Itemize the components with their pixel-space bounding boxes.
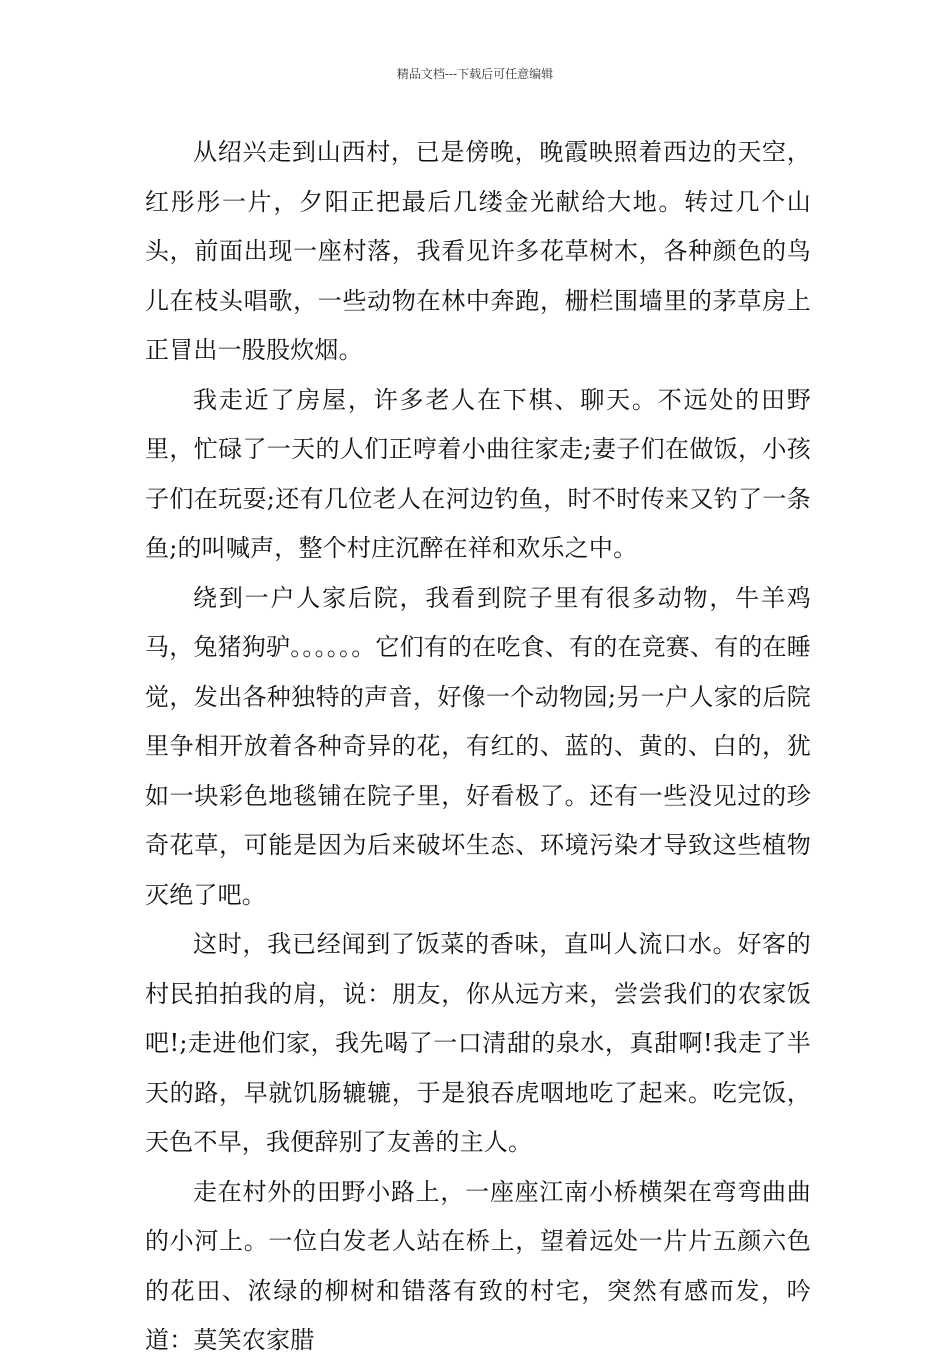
paragraph-1: 从绍兴走到山西村，已是傍晚，晚霞映照着西边的天空，红彤彤一片，夕阳正把最后几缕金光献给大地。转过几个山头，前面出现一座村落，我看见许多花草树木，各种颜色的鸟儿在枝头唱歌，一些动物在林中奔跑，栅栏围墙里的茅草房上正冒出一股股炊烟。 [145,138,811,364]
paragraph-4: 这时，我已经闻到了饭菜的香味，直叫人流口水。好客的村民拍拍我的肩，说：朋友，你从远方来，尝尝我们的农家饭吧!;走进他们家，我先喝了一口清甜的泉水，真甜啊!我走了半天的路，早就饥肠辘辘，于是狼吞虎咽地吃了起来。吃完饭，天色不早，我便辞别了友善的主人。 [145,930,811,1156]
document-body [145,128,811,1366]
paragraph-5: 走在村外的田野小路上，一座座江南小桥横架在弯弯曲曲的小河上。一位白发老人站在桥上，望着远处一片片五颜六色的花田、浓绿的柳树和错落有致的村宅，突然有感而发，吟道：莫笑农家腊 [145,1177,811,1354]
paragraph-3: 绕到一户人家后院，我看到院子里有很多动物，牛羊鸡马，兔猪狗驴。。。。。。它们有的在吃食、有的在竞赛、有的在睡觉，发出各种独特的声音，好像一个动物园;另一户人家的后院里争相开放着各种奇异的花，有红的、蓝的、黄的、白的，犹如一块彩色地毯铺在院子里，好看极了。还有一些没见过的珍奇花草，可能是因为后来破坏生态、环境污染才导致这些植物灭绝了吧。 [145,583,811,909]
paragraph-2: 我走近了房屋，许多老人在下棋、聊天。不远处的田野里，忙碌了一天的人们正哼着小曲往家走;妻子们在做饭，小孩子们在玩耍;还有几位老人在河边钓鱼，时不时传来又钓了一条鱼;的叫喊声，整个村庄沉醉在祥和欢乐之中。 [145,385,811,562]
page-header: 精品文档---下载后可任意编辑 [396,67,554,81]
